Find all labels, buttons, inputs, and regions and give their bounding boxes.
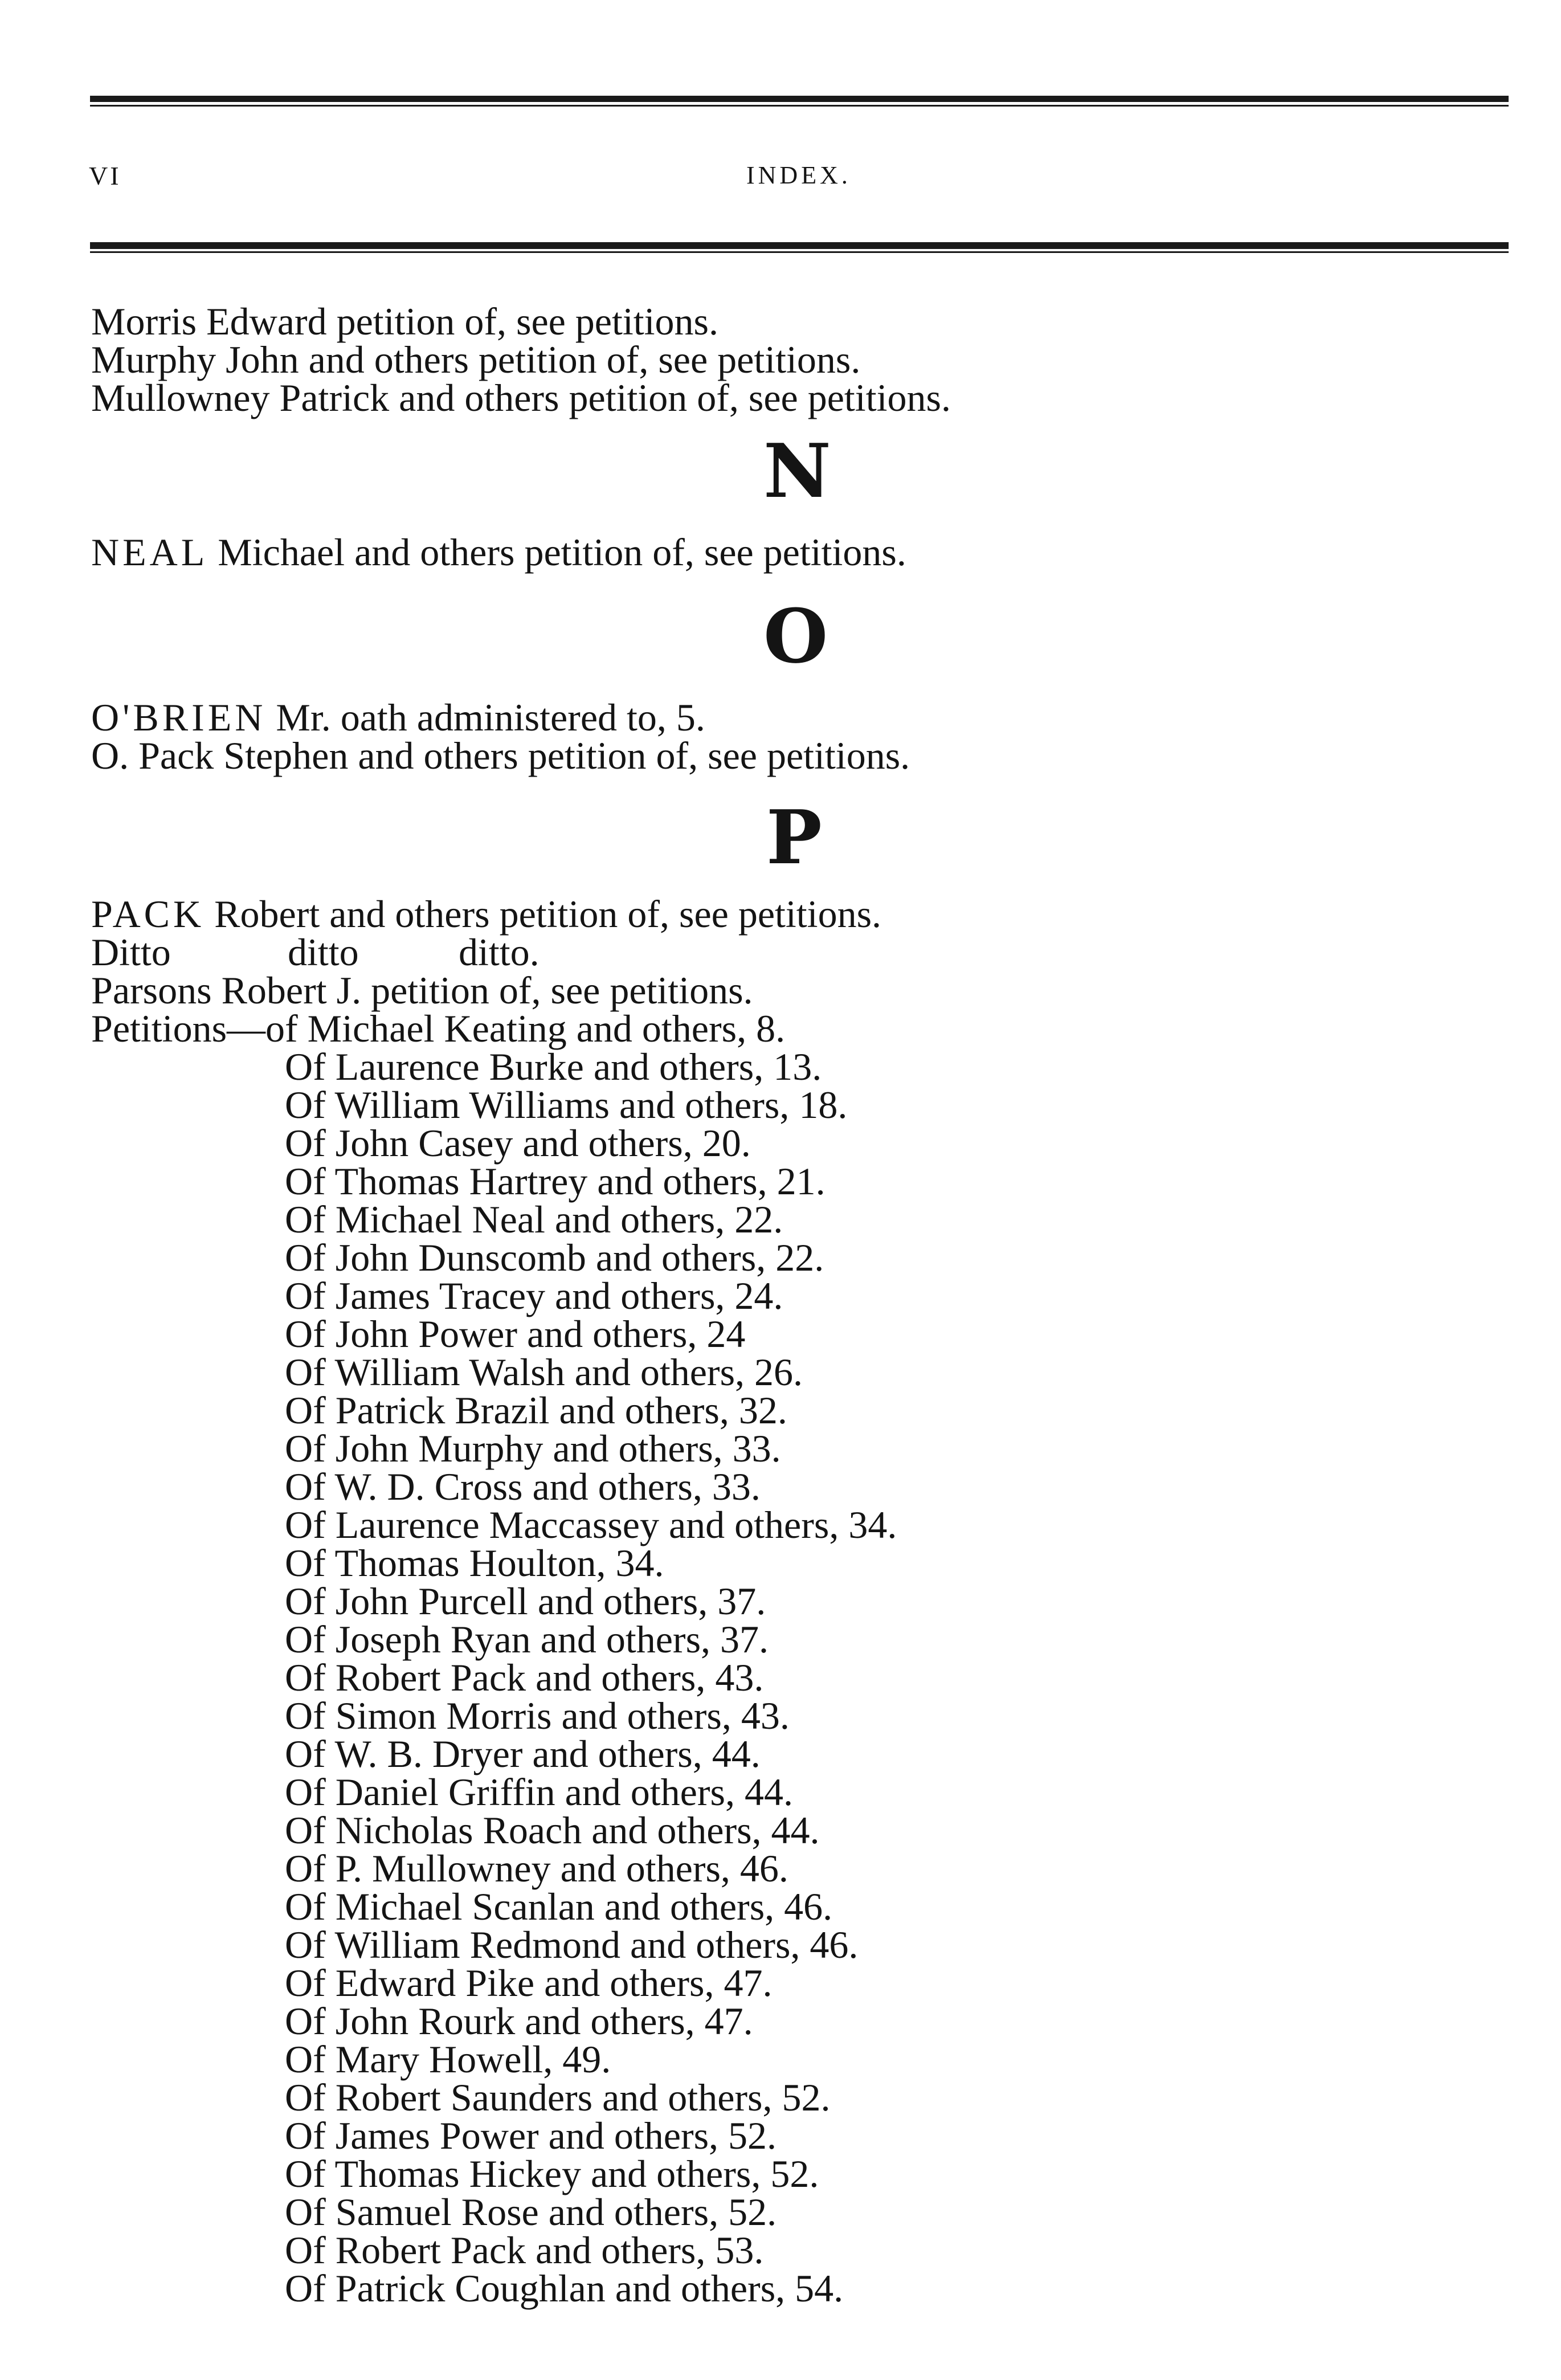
index-entry — [91, 698, 705, 737]
petition-entry: Of John Purcell and others, 37. — [285, 1579, 766, 1623]
index-entry: Petitions—of Michael Keating and others, 8. — [91, 1007, 786, 1050]
petition-entry: Of W. D. Cross and others, 33. — [285, 1465, 761, 1508]
index-entry — [91, 530, 906, 574]
index-entry — [91, 892, 882, 936]
section-letter-o: O — [763, 593, 828, 680]
section-letter-n: N — [763, 427, 831, 515]
ditto-3: ditto. — [459, 930, 540, 974]
running-title: INDEX. — [746, 161, 851, 189]
petition-entry: Of Laurence Maccassey and others, 34. — [285, 1503, 897, 1546]
entry-text: Michael and others petition of, see petitions. — [208, 530, 906, 574]
petition-entry: Of Thomas Houlton, 34. — [285, 1541, 664, 1585]
petition-entry: Of Mary Howell, 49. — [285, 2038, 611, 2081]
petition-entry: Of Thomas Hartrey and others, 21. — [285, 1160, 826, 1203]
header-rule — [90, 242, 1509, 249]
petition-entry: Of Simon Morris and others, 43. — [285, 1694, 790, 1737]
petition-entry: Of James Power and others, 52. — [285, 2114, 777, 2157]
top-rule — [90, 96, 1509, 102]
top-rule-thin — [90, 105, 1509, 107]
petition-entry: Of William Williams and others, 18. — [285, 1083, 848, 1126]
petition-entry: Of P. Mullowney and others, 46. — [285, 1847, 788, 1890]
entry-head: PACK — [91, 892, 205, 936]
petition-entry: Of Samuel Rose and others, 52. — [285, 2190, 777, 2234]
petition-entry: Of Michael Neal and others, 22. — [285, 1198, 783, 1241]
ditto-2: ditto — [288, 930, 359, 974]
petition-entry: Of Thomas Hickey and others, 52. — [285, 2152, 819, 2195]
petition-entry: Of William Walsh and others, 26. — [285, 1350, 803, 1394]
entry-head: O'BRIEN — [91, 696, 267, 739]
petition-entry: Of John Rourk and others, 47. — [285, 1999, 753, 2043]
petition-entry: Of James Tracey and others, 24. — [285, 1274, 783, 1317]
petition-entry: Of Patrick Brazil and others, 32. — [285, 1389, 787, 1432]
entry-head: NEAL — [91, 530, 209, 574]
index-entry: Parsons Robert J. petition of, see petitions. — [91, 969, 753, 1012]
section-letter-p: P — [766, 794, 822, 881]
petition-entry: Of John Casey and others, 20. — [285, 1121, 751, 1165]
petition-entry: Of Michael Scanlan and others, 46. — [285, 1885, 833, 1928]
petition-entry: Of Robert Pack and others, 43. — [285, 1656, 764, 1699]
petition-entry: Of Edward Pike and others, 47. — [285, 1961, 773, 2005]
index-entry: Mullowney Patrick and others petition of, see petitions. — [91, 376, 951, 419]
petition-entry: Of Nicholas Roach and others, 44. — [285, 1809, 820, 1852]
petition-entry: Of Patrick Coughlan and others, 54. — [285, 2267, 844, 2310]
entry-text: Mr. oath administered to, 5. — [266, 696, 705, 739]
header-rule-thin — [90, 251, 1509, 253]
index-entry: Morris Edward petition of, see petitions. — [91, 300, 719, 343]
ditto-1: Ditto — [91, 930, 171, 974]
petition-entry: Of Joseph Ryan and others, 37. — [285, 1618, 769, 1661]
petition-entry: Of John Power and others, 24 — [285, 1312, 746, 1356]
index-entry: O. Pack Stephen and others petition of, see petitions. — [91, 734, 910, 777]
petition-entry: Of W. B. Dryer and others, 44. — [285, 1732, 761, 1775]
petition-entry: Of William Redmond and others, 46. — [285, 1923, 859, 1966]
index-entry: Murphy John and others petition of, see petitions. — [91, 338, 861, 381]
petition-entry: Of Robert Saunders and others, 52. — [285, 2076, 831, 2119]
petition-entry: Of John Dunscomb and others, 22. — [285, 1236, 824, 1279]
petition-entry: Of Daniel Griffin and others, 44. — [285, 1770, 793, 1814]
petition-entry: Of John Murphy and others, 33. — [285, 1427, 781, 1470]
petition-entry: Of Laurence Burke and others, 13. — [285, 1045, 822, 1088]
page-folio: VI — [89, 161, 121, 190]
petition-entry: Of Robert Pack and others, 53. — [285, 2228, 764, 2272]
entry-text: Robert and others petition of, see petitions. — [205, 892, 882, 936]
